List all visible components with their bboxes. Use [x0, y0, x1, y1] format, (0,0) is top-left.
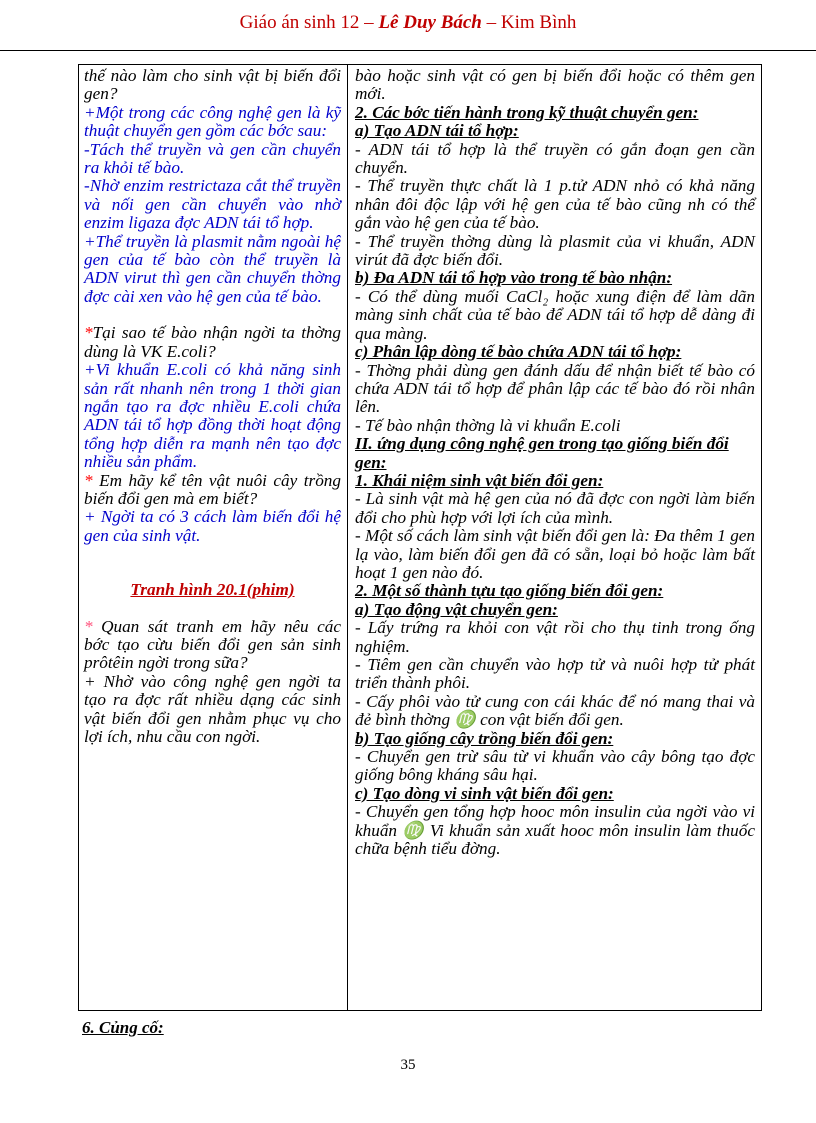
teacher-student-column	[84, 67, 341, 746]
section-II-heading: II. ứng dụng công nghệ gen trong tạo giống biến đổi gen:	[355, 434, 729, 472]
plant-item: - Chuyển gen trừ sâu từ vi khuẩn vào cây bông tạo đợc giống bông kháng sâu hại.	[355, 747, 755, 785]
content-column	[355, 67, 755, 858]
subsection-b-item: - Có thể dùng muối CaCl₂ hoặc xung điện để làm dãn màng sinh chất của tế bào để ADN tái tổ hợp dễ dàng đi qua màng.	[355, 286, 755, 343]
concept-item: - Là sinh vật mà hệ gen của nó đã đợc con ngời làm biến đổi cho phù hợp với lợi ích của mình.	[355, 489, 755, 527]
question-3	[84, 472, 341, 509]
animal-step: - Lấy trứng ra khỏi con vật rồi cho thụ tinh trong ống nghiệm.	[355, 618, 755, 656]
subsection-b-heading: b) Đa ADN tái tổ hợp vào trong tế bào nhận:	[355, 268, 673, 288]
subsection-c-heading: c) Phân lập dòng tế bào chứa ADN tái tổ hợp:	[355, 342, 682, 362]
subsection-c-item: - Thờng phải dùng gen đánh dấu để nhận biết tế bào có chứa ADN tái tổ hợp để phân lập các tế bào đó rồi nhân lên.	[355, 360, 755, 417]
question-3-marker: *	[84, 470, 93, 490]
subsection-c-item: - Tế bào nhận thờng là vi khuẩn E.coli	[355, 415, 621, 435]
page-number: 35	[400, 1057, 416, 1073]
picture-title: Tranh hình 20.1(phim)	[130, 580, 295, 600]
section-2-heading: 2. Các bớc tiến hành trong kỹ thuật chuyển gen:	[355, 102, 699, 122]
answer-1-step-1: -Tách thể truyền và gen cần chuyển ra khỏi tế bào.	[84, 139, 341, 178]
plant-gene-heading: b) Tạo giống cây trồng biến đổi gen:	[355, 728, 614, 748]
answer-1-intro: +Một trong các công nghệ gen là kỹ thuật chuyển gen gồm các bớc sau:	[84, 102, 341, 141]
question-3-text: Em hãy kể tên vật nuôi cây trồng biến đổi gen mà em biết?	[84, 470, 341, 508]
concept-item: - Một số cách làm sinh vật biến đổi gen là: Đa thêm 1 gen lạ vào, làm biến đổi gen đã có sẵn, loại bỏ hoặc làm bất hoạt 1 gen nào đó.	[355, 526, 756, 582]
animal-step: - Tiêm gen cần chuyển vào hợp tử và nuôi hợp tử phát triển thành phôi.	[355, 655, 755, 693]
answer-3: + Ngời ta có 3 cách làm biến đổi hệ gen của sinh vật.	[84, 507, 341, 545]
animal-gene-heading: a) Tạo động vật chuyển gen:	[355, 599, 558, 619]
question-1: thế nào làm cho sinh vật bị biến đổi gen?	[84, 66, 341, 104]
subsection-a-heading: a) Tạo ADN tái tổ hợp:	[355, 121, 519, 141]
subsection-a-item: - Thể truyền thực chất là 1 p.tử ADN nhỏ có khả năng nhân đôi độc lập với hệ gen của tế bào cũng nh có thể gắn vào hệ gen của tế bào.	[355, 176, 755, 233]
consolidation-heading: 6. Củng cố:	[82, 1018, 164, 1037]
page-header	[0, 12, 816, 34]
header-rule	[0, 50, 816, 51]
intro-continuation: bào hoặc sinh vật có gen bị biến đổi hoặc có thêm gen mới.	[355, 66, 755, 104]
animal-step: - Cấy phôi vào tử cung con cái khác để nó mang thai và đẻ bình thờng ♍ con vật biến đổi gen.	[355, 691, 755, 730]
answer-4: + Nhờ vào công nghệ gen ngời ta tạo ra đợc rất nhiều dạng các sinh vật biến đổi gen nhằm phục vụ cho lợi ích, nhu cầu con ngời.	[84, 671, 341, 746]
question-4-marker: *	[84, 616, 93, 636]
subsection-a-item: - ADN tái tổ hợp là thể truyền có gắn đoạn gen cần chuyển.	[355, 139, 755, 178]
spacer	[84, 306, 341, 324]
question-2-text: Tại sao tế bào nhận ngời ta thờng dùng là VK E.coli?	[84, 323, 341, 361]
answer-1-step-2: -Nhờ enzim restrictaza cắt thể truyền và nối gen cần chuyển vào nhờ enzim ligaza đợc ADN tái tổ hợp.	[84, 176, 341, 233]
section-1-heading: 1. Khái niệm sinh vật biến đổi gen:	[355, 470, 604, 490]
question-4	[84, 618, 341, 673]
header-suffix: – Kim Bình	[481, 12, 577, 33]
header-prefix: Giáo án sinh 12 –	[239, 12, 379, 33]
lesson-table	[78, 64, 762, 1011]
spacer	[84, 545, 341, 581]
microbe-gene-heading: c) Tạo dòng vi sinh vật biến đổi gen:	[355, 783, 614, 803]
header-author: Lê Duy Bách	[378, 12, 482, 33]
answer-2: +Vi khuẩn E.coli có khả năng sinh sản rất nhanh nên trong 1 thời gian ngắn tạo ra đợc nhiều E.coli chứa ADN tái tổ hợp đồng thời hoạt động tổng hợp diễn ra mạnh nên tạo đợc nhiều sản phẩm.	[84, 360, 341, 472]
column-divider	[347, 65, 348, 1010]
answer-1-note: +Thể truyền là plasmit nằm ngoài hệ gen của tế bào còn thể truyền là ADN virut thì gen cần chuyển thờng đợc cài xen vào hệ gen của tế bào.	[84, 231, 341, 306]
microbe-item: - Chuyển gen tổng hợp hooc môn insulin của ngời vào vi khuẩn ♍ Vi khuẩn sản xuất hooc môn insulin làm thuốc chữa bệnh tiểu đờng.	[355, 802, 755, 859]
achievements-heading: 2. Một số thành tựu tạo giống biến đổi gen:	[355, 581, 664, 601]
question-2	[84, 324, 341, 361]
spacer	[84, 600, 341, 618]
question-2-marker: *	[84, 323, 93, 343]
subsection-a-item: - Thể truyền thờng dùng là plasmit của vi khuẩn, ADN virút đã đợc biến đổi.	[355, 231, 755, 270]
question-4-text: Quan sát tranh em hãy nêu các bớc tạo cừu biến đổi gen sản sinh prôtêin ngời trong sữa?	[84, 616, 341, 673]
